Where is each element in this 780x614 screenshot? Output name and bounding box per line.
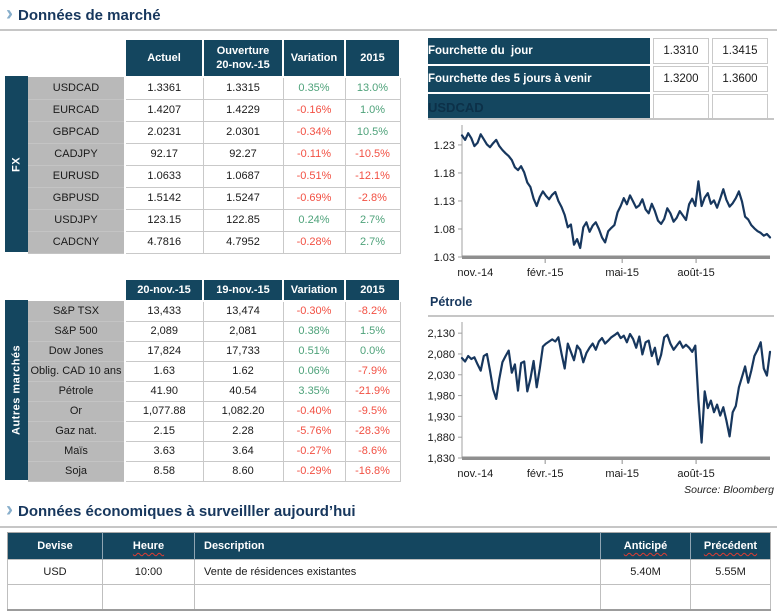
- fx-table: [28, 38, 401, 254]
- instrument-label: Pétrole: [28, 381, 125, 401]
- svg-text:1,930: 1,930: [427, 411, 455, 424]
- page-title: Données de marché: [18, 7, 161, 24]
- svg-text:2,030: 2,030: [427, 369, 455, 382]
- svg-text:févr.-15: févr.-15: [526, 468, 564, 480]
- usdcad-chart-divider: [428, 118, 774, 120]
- value-day1: 3.63: [125, 441, 203, 461]
- instrument-label: GBPCAD: [28, 121, 125, 143]
- ytd-value: -8.2%: [345, 301, 400, 321]
- value-day1: 1,077.88: [125, 401, 203, 421]
- fx-row: [28, 143, 400, 165]
- econ-devise: USD: [8, 560, 103, 585]
- variation-value: 3.35%: [283, 381, 345, 401]
- econ-title-divider: [0, 526, 777, 528]
- variation-value: -0.51%: [283, 165, 345, 187]
- variation-value: 0.38%: [283, 321, 345, 341]
- svg-text:1,880: 1,880: [427, 432, 455, 445]
- econ-col-devise: Devise: [8, 533, 103, 560]
- instrument-label: EURUSD: [28, 165, 125, 187]
- instrument-label: S&P TSX: [28, 301, 125, 321]
- fx-col-open: Ouverture 20-nov.-15: [203, 39, 283, 77]
- fx-row: [28, 99, 400, 121]
- ytd-value: 1.0%: [345, 99, 400, 121]
- variation-value: -0.16%: [283, 99, 345, 121]
- econ-col-precedent: Précédent: [691, 533, 771, 560]
- markets-row: [28, 321, 400, 341]
- variation-value: -0.27%: [283, 441, 345, 461]
- open-value: 1.5247: [203, 187, 283, 209]
- value-day1: 2.15: [125, 421, 203, 441]
- blank-cell: [28, 279, 125, 301]
- ytd-value: -7.9%: [345, 361, 400, 381]
- actual-value: 1.5142: [125, 187, 203, 209]
- variation-value: -0.29%: [283, 461, 345, 481]
- econ-row: [8, 560, 771, 585]
- markets-row: [28, 401, 400, 421]
- ytd-value: 0.0%: [345, 341, 400, 361]
- markets-col-date1: 20-nov.-15: [125, 279, 203, 301]
- variation-value: -0.40%: [283, 401, 345, 421]
- econ-heure: [103, 585, 195, 610]
- markets-row: [28, 421, 400, 441]
- svg-text:1.08: 1.08: [433, 223, 455, 236]
- fx-col-2015: 2015: [345, 39, 400, 77]
- econ-heure: 10:00: [103, 560, 195, 585]
- section-header-market-data: [6, 7, 161, 24]
- svg-text:1.13: 1.13: [433, 195, 455, 208]
- value-day2: 8.60: [203, 461, 283, 481]
- ytd-value: 13.0%: [345, 77, 400, 99]
- open-value: 92.27: [203, 143, 283, 165]
- econ-devise: [8, 585, 103, 610]
- instrument-label: Gaz nat.: [28, 421, 125, 441]
- markets-row: [28, 361, 400, 381]
- instrument-label: Soja: [28, 461, 125, 481]
- value-day1: 1.63: [125, 361, 203, 381]
- svg-text:2,080: 2,080: [427, 348, 455, 361]
- instrument-label: GBPUSD: [28, 187, 125, 209]
- ranges-table: [425, 36, 771, 122]
- actual-value: 92.17: [125, 143, 203, 165]
- chevron-right-icon: [6, 7, 13, 24]
- value-day1: 2,089: [125, 321, 203, 341]
- range-label: Fourchette du jour: [428, 38, 650, 64]
- markets-row: [28, 461, 400, 481]
- range-row: [428, 94, 768, 120]
- instrument-label: S&P 500: [28, 321, 125, 341]
- markets-col-2015: 2015: [345, 279, 400, 301]
- ytd-value: 2.7%: [345, 231, 400, 253]
- markets-col-variation: Variation: [283, 279, 345, 301]
- ytd-value: 2.7%: [345, 209, 400, 231]
- svg-text:2,130: 2,130: [427, 328, 455, 341]
- actual-value: 1.4207: [125, 99, 203, 121]
- svg-text:août-15: août-15: [677, 267, 715, 279]
- range-high-value: 1.3600: [712, 66, 768, 92]
- value-day2: 40.54: [203, 381, 283, 401]
- value-day2: 2,081: [203, 321, 283, 341]
- svg-text:nov.-14: nov.-14: [457, 468, 494, 480]
- petrole-chart-title: Pétrole: [430, 295, 473, 309]
- markets-row: [28, 301, 400, 321]
- variation-value: -0.28%: [283, 231, 345, 253]
- svg-text:1.18: 1.18: [433, 167, 455, 180]
- variation-value: -0.11%: [283, 143, 345, 165]
- markets-sidebar-label: Autres marchés: [10, 344, 23, 436]
- econ-description: Vente de résidences existantes: [195, 560, 601, 585]
- section-header-econ-data: [6, 503, 356, 520]
- fx-row: [28, 165, 400, 187]
- range-low-value: 1.3310: [653, 38, 709, 64]
- range-row: [428, 38, 768, 64]
- instrument-label: Maïs: [28, 441, 125, 461]
- petrole-line-chart: [426, 318, 776, 482]
- actual-value: 1.0633: [125, 165, 203, 187]
- ytd-value: 1.5%: [345, 321, 400, 341]
- value-day1: 17,824: [125, 341, 203, 361]
- variation-value: -0.30%: [283, 301, 345, 321]
- variation-value: 0.24%: [283, 209, 345, 231]
- value-day2: 1,082.20: [203, 401, 283, 421]
- ytd-value: -16.8%: [345, 461, 400, 481]
- instrument-label: CADCNY: [28, 231, 125, 253]
- instrument-label: EURCAD: [28, 99, 125, 121]
- econ-col-description: Description: [195, 533, 601, 560]
- ytd-value: -8.6%: [345, 441, 400, 461]
- econ-precedent: [691, 585, 771, 610]
- ytd-value: -12.1%: [345, 165, 400, 187]
- range-label: Fourchette des 5 jours à venir: [428, 66, 650, 92]
- ytd-value: -9.5%: [345, 401, 400, 421]
- range-row: [428, 66, 768, 92]
- ytd-value: -21.9%: [345, 381, 400, 401]
- instrument-label: CADJPY: [28, 143, 125, 165]
- fx-row: [28, 77, 400, 99]
- open-value: 122.85: [203, 209, 283, 231]
- svg-text:mai-15: mai-15: [605, 468, 639, 480]
- econ-header-row: [8, 533, 771, 560]
- fx-row: [28, 231, 400, 253]
- fx-col-variation: Variation: [283, 39, 345, 77]
- value-day1: 13,433: [125, 301, 203, 321]
- fx-col-actual: Actuel: [125, 39, 203, 77]
- svg-text:1.23: 1.23: [433, 139, 455, 152]
- range-high-value: [712, 94, 768, 120]
- svg-text:nov.-14: nov.-14: [457, 267, 494, 279]
- open-value: 1.4229: [203, 99, 283, 121]
- markets-col-date2: 19-nov.-15: [203, 279, 283, 301]
- fx-sidebar: [5, 76, 28, 252]
- variation-value: -5.76%: [283, 421, 345, 441]
- open-value: 4.7952: [203, 231, 283, 253]
- econ-description: [195, 585, 601, 610]
- actual-value: 4.7816: [125, 231, 203, 253]
- instrument-label: Or: [28, 401, 125, 421]
- ytd-value: -28.3%: [345, 421, 400, 441]
- econ-title: Données économiques à surveilller aujourd’hui: [18, 503, 356, 520]
- open-value: 1.3315: [203, 77, 283, 99]
- open-value: 2.0301: [203, 121, 283, 143]
- instrument-label: Oblig. CAD 10 ans: [28, 361, 125, 381]
- petrole-chart-divider: [428, 315, 774, 317]
- value-day2: 2.28: [203, 421, 283, 441]
- value-day1: 8.58: [125, 461, 203, 481]
- variation-value: -0.69%: [283, 187, 345, 209]
- svg-text:févr.-15: févr.-15: [526, 267, 564, 279]
- markets-sidebar: [5, 300, 28, 480]
- title-divider: [0, 29, 777, 31]
- econ-anticipe: [601, 585, 691, 610]
- source-note: Source: Bloomberg: [684, 484, 774, 496]
- econ-col-anticipe: Anticipé: [601, 533, 691, 560]
- econ-col-heure: Heure: [103, 533, 195, 560]
- svg-text:1.03: 1.03: [433, 252, 455, 264]
- variation-value: -0.34%: [283, 121, 345, 143]
- usdcad-line-chart: [426, 121, 776, 281]
- value-day2: 17,733: [203, 341, 283, 361]
- econ-row: [8, 585, 771, 610]
- range-label: USDCAD: [428, 94, 650, 120]
- ytd-value: -2.8%: [345, 187, 400, 209]
- variation-value: 0.35%: [283, 77, 345, 99]
- blank-cell: [28, 39, 125, 77]
- chevron-right-icon: [6, 503, 13, 520]
- markets-row: [28, 441, 400, 461]
- svg-text:août-15: août-15: [677, 468, 715, 480]
- actual-value: 2.0231: [125, 121, 203, 143]
- econ-table: [7, 532, 771, 611]
- instrument-label: Dow Jones: [28, 341, 125, 361]
- econ-anticipe: 5.40M: [601, 560, 691, 585]
- fx-sidebar-label: FX: [10, 156, 23, 172]
- fx-row: [28, 121, 400, 143]
- value-day2: 13,474: [203, 301, 283, 321]
- range-high-value: 1.3415: [712, 38, 768, 64]
- markets-header-row: [28, 279, 400, 301]
- fx-row: [28, 209, 400, 231]
- markets-table: [28, 278, 401, 482]
- fx-header-row: [28, 39, 400, 77]
- fx-row: [28, 187, 400, 209]
- value-day2: 1.62: [203, 361, 283, 381]
- svg-text:1,830: 1,830: [427, 453, 455, 465]
- ytd-value: -10.5%: [345, 143, 400, 165]
- value-day1: 41.90: [125, 381, 203, 401]
- markets-row: [28, 341, 400, 361]
- instrument-label: USDCAD: [28, 77, 125, 99]
- svg-text:1,980: 1,980: [427, 390, 455, 403]
- svg-text:mai-15: mai-15: [605, 267, 639, 279]
- open-value: 1.0687: [203, 165, 283, 187]
- actual-value: 1.3361: [125, 77, 203, 99]
- variation-value: 0.06%: [283, 361, 345, 381]
- range-low-value: [653, 94, 709, 120]
- variation-value: 0.51%: [283, 341, 345, 361]
- range-low-value: 1.3200: [653, 66, 709, 92]
- instrument-label: USDJPY: [28, 209, 125, 231]
- actual-value: 123.15: [125, 209, 203, 231]
- econ-precedent: 5.55M: [691, 560, 771, 585]
- value-day2: 3.64: [203, 441, 283, 461]
- ytd-value: 10.5%: [345, 121, 400, 143]
- markets-row: [28, 381, 400, 401]
